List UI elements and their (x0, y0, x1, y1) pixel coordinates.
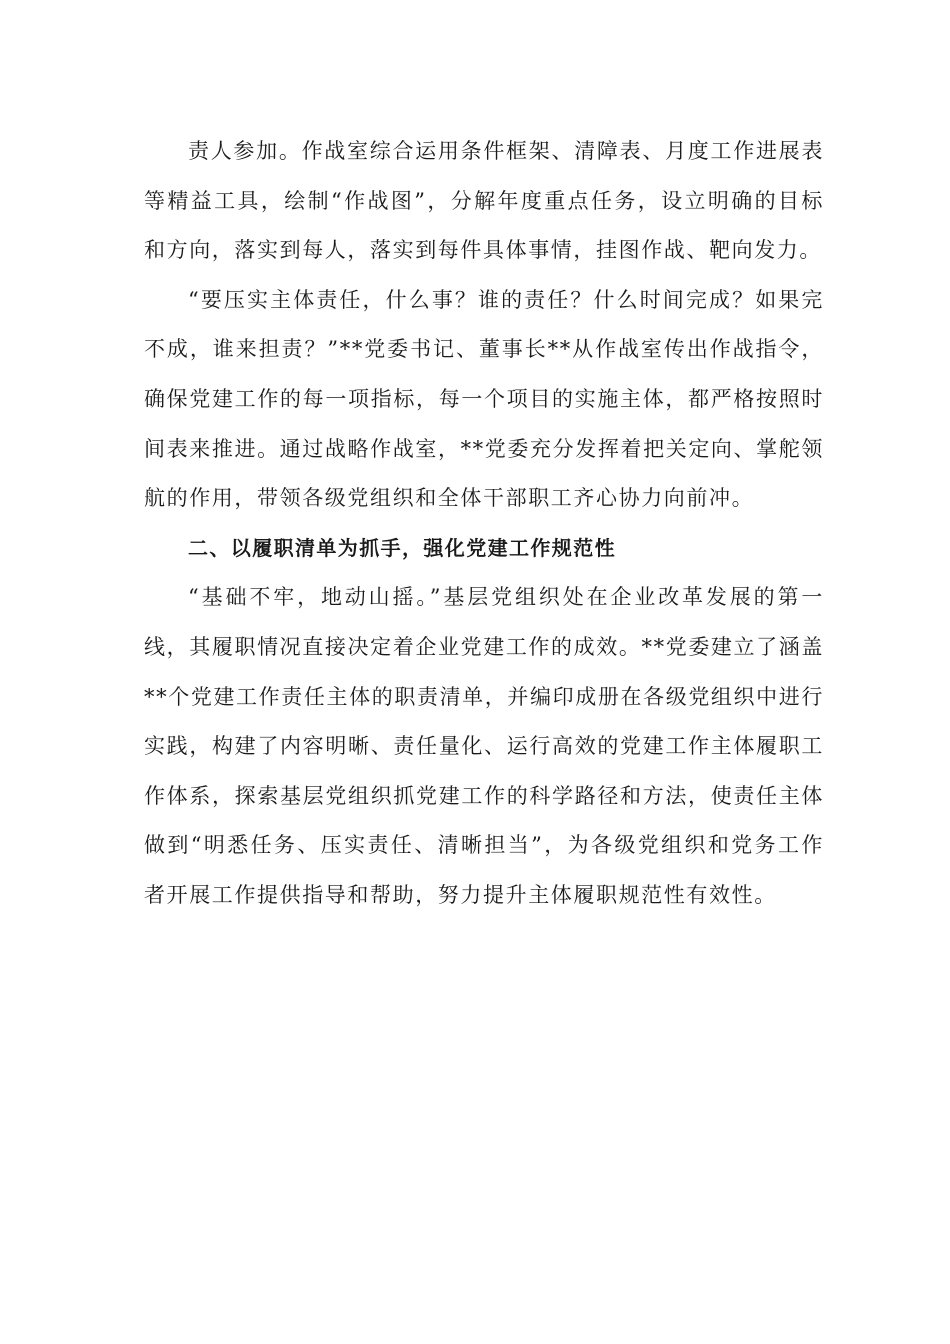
paragraph-2: “要压实主体责任，什么事？谁的责任？什么时间完成？如果完不成，谁来担责？”**党委书记、董事长**从作战室传出作战指令，确保党建工作的每一项指标，每一个项目的实施主体，都严格按照时间表来推进。通过战略作战室，**党委充分发挥着把关定向、掌舵领航的作用，带领各级党组织和全体干部职工齐心协力向前冲。 (144, 287, 824, 511)
paragraph-1: 责人参加。作战室综合运用条件框架、清障表、月度工作进展表等精益工具，绘制“作战图”，分解年度重点任务，设立明确的目标和方向，落实到每人，落实到每件具体事情，挂图作战、靶向发力。 (144, 139, 824, 263)
document-body (144, 127, 824, 921)
paragraph-3: “基础不牢，地动山摇。”基层党组织处在企业改革发展的第一线，其履职情况直接决定着企业党建工作的成效。**党委建立了涵盖**个党建工作责任主体的职责清单，并编印成册在各级党组织中进行实践，构建了内容明晰、责任量化、运行高效的党建工作主体履职工作体系，探索基层党组织抓党建工作的科学路径和方法，使责任主体做到“明悉任务、压实责任、清晰担当”，为各级党组织和党务工作者开展工作提供指导和帮助，努力提升主体履职规范性有效性。 (144, 585, 824, 907)
section-heading: 二、以履职清单为抓手，强化党建工作规范性 (188, 535, 616, 560)
